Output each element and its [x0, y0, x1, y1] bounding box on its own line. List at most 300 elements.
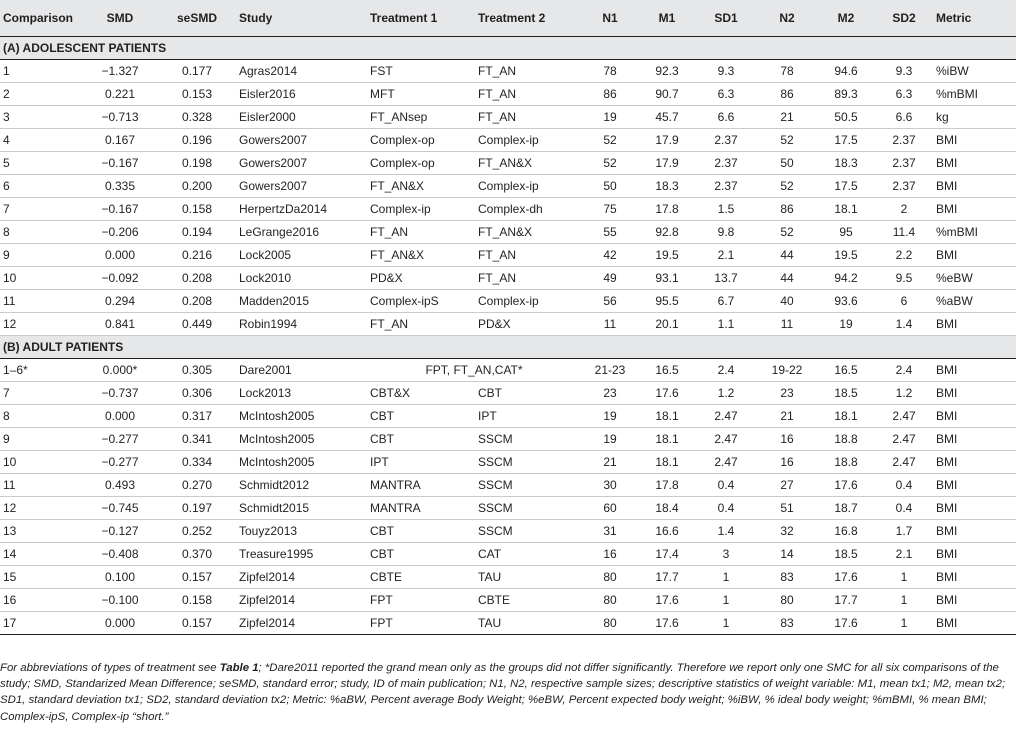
- cell-study: McIntosh2005: [236, 428, 367, 451]
- cell-sd1: 0.4: [695, 497, 757, 520]
- cell-n2: 52: [757, 175, 817, 198]
- cell-sd1: 2.37: [695, 175, 757, 198]
- cell-metric: BMI: [933, 198, 1016, 221]
- column-header-sd2: SD2: [892, 11, 916, 25]
- table-body: [0, 37, 1016, 635]
- cell-t2: TAU: [475, 566, 581, 589]
- cell-comparison: 6: [0, 175, 82, 198]
- cell-t1: Complex-op: [367, 129, 475, 152]
- cell-sd2: 1.4: [875, 313, 933, 336]
- cell-comparison: 9: [0, 428, 82, 451]
- cell-study: Gowers2007: [236, 129, 367, 152]
- cell-t2: IPT: [475, 405, 581, 428]
- cell-comparison: 7: [0, 198, 82, 221]
- cell-comparison: 5: [0, 152, 82, 175]
- cell-n1: 80: [581, 612, 639, 635]
- cell-n1: 19: [581, 106, 639, 129]
- cell-n1: 42: [581, 244, 639, 267]
- cell-metric: BMI: [933, 175, 1016, 198]
- cell-n2: 78: [757, 60, 817, 83]
- cell-study: McIntosh2005: [236, 451, 367, 474]
- cell-comparison: 10: [0, 267, 82, 290]
- cell-smd: 0.100: [82, 566, 158, 589]
- cell-t2: Complex-ip: [475, 129, 581, 152]
- cell-m2: 18.5: [817, 382, 875, 405]
- cell-metric: %aBW: [933, 290, 1016, 313]
- cell-metric: BMI: [933, 313, 1016, 336]
- cell-t2: FT_AN: [475, 83, 581, 106]
- cell-m2: 19.5: [817, 244, 875, 267]
- cell-metric: BMI: [933, 612, 1016, 635]
- cell-sd2: 0.4: [875, 497, 933, 520]
- cell-t1: FT_AN: [367, 221, 475, 244]
- cell-sd2: 9.3: [875, 60, 933, 83]
- table-row: [0, 474, 1016, 497]
- cell-n1: 30: [581, 474, 639, 497]
- cell-metric: %mBMI: [933, 83, 1016, 106]
- cell-metric: BMI: [933, 244, 1016, 267]
- cell-sesmd: 0.341: [158, 428, 236, 451]
- cell-m2: 18.7: [817, 497, 875, 520]
- table-row: [0, 313, 1016, 336]
- table-row: [0, 428, 1016, 451]
- cell-sesmd: 0.153: [158, 83, 236, 106]
- cell-sd2: 1.7: [875, 520, 933, 543]
- cell-t2: Complex-ip: [475, 175, 581, 198]
- cell-smd: 0.841: [82, 313, 158, 336]
- cell-n1: 56: [581, 290, 639, 313]
- section-row: [0, 336, 1016, 359]
- cell-sd1: 2.37: [695, 152, 757, 175]
- cell-smd: −0.713: [82, 106, 158, 129]
- cell-t2: CBTE: [475, 589, 581, 612]
- cell-t1: FPT, FT_AN,CAT*: [367, 359, 581, 382]
- table-row: [0, 60, 1016, 83]
- cell-metric: %iBW: [933, 60, 1016, 83]
- cell-sd1: 13.7: [695, 267, 757, 290]
- cell-m1: 17.6: [639, 612, 695, 635]
- cell-sd2: 2.37: [875, 129, 933, 152]
- cell-n2: 16: [757, 451, 817, 474]
- column-header-n1: N1: [602, 11, 618, 25]
- cell-n2: 50: [757, 152, 817, 175]
- cell-sd1: 1.1: [695, 313, 757, 336]
- cell-m1: 18.1: [639, 428, 695, 451]
- cell-m2: 19: [817, 313, 875, 336]
- cell-sd2: 2.37: [875, 152, 933, 175]
- cell-smd: −0.737: [82, 382, 158, 405]
- cell-comparison: 1–6*: [0, 359, 82, 382]
- cell-sd1: 6.7: [695, 290, 757, 313]
- cell-study: Gowers2007: [236, 152, 367, 175]
- cell-sesmd: 0.197: [158, 497, 236, 520]
- cell-m2: 17.6: [817, 612, 875, 635]
- cell-sd1: 1: [695, 566, 757, 589]
- footnote-table-ref[interactable]: Table 1: [219, 662, 259, 674]
- cell-n2: 51: [757, 497, 817, 520]
- cell-n1: 52: [581, 129, 639, 152]
- cell-n1: 60: [581, 497, 639, 520]
- cell-t1: MANTRA: [367, 474, 475, 497]
- cell-t1: FT_AN&X: [367, 175, 475, 198]
- cell-n2: 21: [757, 405, 817, 428]
- cell-sesmd: 0.196: [158, 129, 236, 152]
- column-header-smd: SMD: [106, 11, 134, 25]
- cell-t2: FT_AN: [475, 267, 581, 290]
- cell-metric: BMI: [933, 497, 1016, 520]
- cell-sesmd: 0.208: [158, 267, 236, 290]
- cell-study: Madden2015: [236, 290, 367, 313]
- table-row: [0, 198, 1016, 221]
- cell-sd1: 6.3: [695, 83, 757, 106]
- cell-n2: 19-22: [757, 359, 817, 382]
- table-row: [0, 221, 1016, 244]
- cell-m2: 17.7: [817, 589, 875, 612]
- cell-sesmd: 0.198: [158, 152, 236, 175]
- cell-smd: 0.294: [82, 290, 158, 313]
- cell-m2: 94.2: [817, 267, 875, 290]
- cell-smd: −0.277: [82, 451, 158, 474]
- cell-comparison: 12: [0, 313, 82, 336]
- cell-n2: 83: [757, 566, 817, 589]
- cell-m2: 17.6: [817, 566, 875, 589]
- cell-m2: 16.5: [817, 359, 875, 382]
- cell-study: Zipfel2014: [236, 589, 367, 612]
- table-row: [0, 83, 1016, 106]
- cell-t1: FST: [367, 60, 475, 83]
- column-header-study: Study: [239, 11, 273, 25]
- cell-smd: 0.000: [82, 612, 158, 635]
- cell-sesmd: 0.306: [158, 382, 236, 405]
- cell-n2: 86: [757, 83, 817, 106]
- table-row: [0, 589, 1016, 612]
- cell-metric: BMI: [933, 566, 1016, 589]
- cell-metric: kg: [933, 106, 1016, 129]
- table-header: [0, 0, 1016, 37]
- cell-sd1: 1: [695, 612, 757, 635]
- cell-t2: PD&X: [475, 313, 581, 336]
- cell-sd1: 2.1: [695, 244, 757, 267]
- cell-study: Lock2010: [236, 267, 367, 290]
- cell-m2: 18.5: [817, 543, 875, 566]
- table-row: [0, 175, 1016, 198]
- cell-sd1: 1.5: [695, 198, 757, 221]
- cell-t2: SSCM: [475, 451, 581, 474]
- cell-comparison: 7: [0, 382, 82, 405]
- cell-t1: FT_AN&X: [367, 244, 475, 267]
- cell-m1: 19.5: [639, 244, 695, 267]
- cell-m2: 93.6: [817, 290, 875, 313]
- cell-comparison: 10: [0, 451, 82, 474]
- cell-m2: 18.1: [817, 405, 875, 428]
- cell-smd: −0.167: [82, 152, 158, 175]
- cell-smd: 0.493: [82, 474, 158, 497]
- cell-smd: 0.000*: [82, 359, 158, 382]
- cell-sesmd: 0.157: [158, 566, 236, 589]
- cell-t1: CBT&X: [367, 382, 475, 405]
- cell-sesmd: 0.158: [158, 589, 236, 612]
- cell-smd: 0.335: [82, 175, 158, 198]
- section-row: [0, 37, 1016, 60]
- cell-m1: 17.8: [639, 474, 695, 497]
- cell-sd1: 3: [695, 543, 757, 566]
- cell-t1: MFT: [367, 83, 475, 106]
- table-row: [0, 566, 1016, 589]
- cell-metric: BMI: [933, 451, 1016, 474]
- table-row: [0, 152, 1016, 175]
- cell-n2: 27: [757, 474, 817, 497]
- cell-comparison: 13: [0, 520, 82, 543]
- cell-n1: 16: [581, 543, 639, 566]
- cell-smd: 0.000: [82, 244, 158, 267]
- cell-metric: BMI: [933, 520, 1016, 543]
- cell-n2: 40: [757, 290, 817, 313]
- cell-comparison: 1: [0, 60, 82, 83]
- cell-m1: 20.1: [639, 313, 695, 336]
- cell-m2: 18.8: [817, 451, 875, 474]
- cell-sd1: 2.47: [695, 451, 757, 474]
- cell-sd2: 6.3: [875, 83, 933, 106]
- cell-t2: SSCM: [475, 497, 581, 520]
- cell-smd: 0.221: [82, 83, 158, 106]
- cell-m1: 18.1: [639, 451, 695, 474]
- cell-t2: SSCM: [475, 520, 581, 543]
- cell-study: Touyz2013: [236, 520, 367, 543]
- cell-study: Zipfel2014: [236, 566, 367, 589]
- cell-sesmd: 0.158: [158, 198, 236, 221]
- cell-t1: MANTRA: [367, 497, 475, 520]
- cell-t1: Complex-op: [367, 152, 475, 175]
- cell-sesmd: 0.305: [158, 359, 236, 382]
- column-header-metric: Metric: [936, 11, 972, 25]
- column-header-comparison: Comparison: [3, 11, 74, 25]
- cell-smd: 0.167: [82, 129, 158, 152]
- cell-t2: SSCM: [475, 474, 581, 497]
- cell-sesmd: 0.270: [158, 474, 236, 497]
- cell-study: Lock2005: [236, 244, 367, 267]
- cell-m1: 16.5: [639, 359, 695, 382]
- cell-sesmd: 0.317: [158, 405, 236, 428]
- cell-sd1: 1: [695, 589, 757, 612]
- cell-n2: 44: [757, 267, 817, 290]
- cell-m1: 93.1: [639, 267, 695, 290]
- cell-m2: 50.5: [817, 106, 875, 129]
- table-row: [0, 106, 1016, 129]
- cell-smd: −0.100: [82, 589, 158, 612]
- cell-sd2: 2: [875, 198, 933, 221]
- cell-t2: FT_AN: [475, 60, 581, 83]
- cell-comparison: 16: [0, 589, 82, 612]
- cell-smd: −0.167: [82, 198, 158, 221]
- table-row: [0, 520, 1016, 543]
- cell-sd2: 0.4: [875, 474, 933, 497]
- cell-sd2: 1.2: [875, 382, 933, 405]
- cell-n1: 11: [581, 313, 639, 336]
- cell-smd: −0.127: [82, 520, 158, 543]
- cell-m1: 18.3: [639, 175, 695, 198]
- cell-t2: FT_AN: [475, 106, 581, 129]
- cell-study: Schmidt2015: [236, 497, 367, 520]
- table-row: [0, 382, 1016, 405]
- cell-n1: 80: [581, 566, 639, 589]
- cell-sd1: 6.6: [695, 106, 757, 129]
- cell-n2: 21: [757, 106, 817, 129]
- cell-m1: 17.6: [639, 589, 695, 612]
- cell-t1: CBT: [367, 405, 475, 428]
- cell-m1: 17.9: [639, 152, 695, 175]
- cell-m1: 90.7: [639, 83, 695, 106]
- section-title: (B) ADULT PATIENTS: [0, 336, 1016, 359]
- cell-t1: CBT: [367, 520, 475, 543]
- cell-m1: 16.6: [639, 520, 695, 543]
- cell-sd2: 9.5: [875, 267, 933, 290]
- cell-sd2: 2.47: [875, 428, 933, 451]
- cell-m2: 18.8: [817, 428, 875, 451]
- section-title: (A) ADOLESCENT PATIENTS: [0, 37, 1016, 60]
- cell-metric: BMI: [933, 589, 1016, 612]
- cell-n1: 23: [581, 382, 639, 405]
- cell-sd1: 1.4: [695, 520, 757, 543]
- cell-t1: IPT: [367, 451, 475, 474]
- cell-comparison: 9: [0, 244, 82, 267]
- cell-m2: 18.3: [817, 152, 875, 175]
- cell-m2: 17.6: [817, 474, 875, 497]
- cell-n2: 86: [757, 198, 817, 221]
- cell-study: Eisler2016: [236, 83, 367, 106]
- column-header-sd1: SD1: [714, 11, 738, 25]
- cell-sesmd: 0.194: [158, 221, 236, 244]
- table-row: [0, 290, 1016, 313]
- cell-sesmd: 0.157: [158, 612, 236, 635]
- cell-sd2: 1: [875, 612, 933, 635]
- cell-t2: CAT: [475, 543, 581, 566]
- cell-sd1: 2.4: [695, 359, 757, 382]
- cell-study: Gowers2007: [236, 175, 367, 198]
- cell-sd1: 9.3: [695, 60, 757, 83]
- cell-m1: 92.3: [639, 60, 695, 83]
- cell-sd1: 9.8: [695, 221, 757, 244]
- cell-n1: 21: [581, 451, 639, 474]
- column-header-n2: N2: [779, 11, 795, 25]
- cell-n1: 19: [581, 428, 639, 451]
- cell-sesmd: 0.449: [158, 313, 236, 336]
- cell-m2: 95: [817, 221, 875, 244]
- table-row: [0, 451, 1016, 474]
- cell-sd2: 2.37: [875, 175, 933, 198]
- table-row: [0, 612, 1016, 635]
- table-row: [0, 244, 1016, 267]
- table-row: [0, 359, 1016, 382]
- cell-study: Lock2013: [236, 382, 367, 405]
- cell-m1: 92.8: [639, 221, 695, 244]
- cell-n2: 44: [757, 244, 817, 267]
- cell-study: Robin1994: [236, 313, 367, 336]
- cell-t1: FPT: [367, 612, 475, 635]
- header-row: [0, 0, 1016, 37]
- cell-metric: %mBMI: [933, 221, 1016, 244]
- cell-n2: 11: [757, 313, 817, 336]
- cell-t2: CBT: [475, 382, 581, 405]
- cell-sd1: 1.2: [695, 382, 757, 405]
- cell-n1: 80: [581, 589, 639, 612]
- cell-metric: BMI: [933, 543, 1016, 566]
- cell-t1: CBTE: [367, 566, 475, 589]
- column-header-t2: Treatment 2: [478, 11, 546, 25]
- cell-study: Zipfel2014: [236, 612, 367, 635]
- cell-t2: FT_AN&X: [475, 221, 581, 244]
- cell-t1: CBT: [367, 428, 475, 451]
- cell-metric: BMI: [933, 428, 1016, 451]
- cell-t1: FT_ANsep: [367, 106, 475, 129]
- cell-smd: 0.000: [82, 405, 158, 428]
- cell-n2: 32: [757, 520, 817, 543]
- cell-n1: 50: [581, 175, 639, 198]
- cell-n1: 86: [581, 83, 639, 106]
- cell-n2: 83: [757, 612, 817, 635]
- cell-m1: 18.1: [639, 405, 695, 428]
- cell-t1: FT_AN: [367, 313, 475, 336]
- cell-n1: 31: [581, 520, 639, 543]
- cell-sesmd: 0.328: [158, 106, 236, 129]
- cell-n2: 52: [757, 129, 817, 152]
- cell-n2: 52: [757, 221, 817, 244]
- cell-study: Treasure1995: [236, 543, 367, 566]
- cell-smd: −0.408: [82, 543, 158, 566]
- cell-sd2: 1: [875, 566, 933, 589]
- cell-sd2: 6: [875, 290, 933, 313]
- cell-n1: 49: [581, 267, 639, 290]
- column-header-m2: M2: [837, 11, 855, 25]
- cell-comparison: 15: [0, 566, 82, 589]
- cell-comparison: 17: [0, 612, 82, 635]
- cell-comparison: 11: [0, 290, 82, 313]
- cell-t2: Complex-ip: [475, 290, 581, 313]
- cell-sd2: 2.47: [875, 451, 933, 474]
- cell-study: HerpertzDa2014: [236, 198, 367, 221]
- column-header-sesmd: seSMD: [176, 11, 217, 25]
- cell-metric: %eBW: [933, 267, 1016, 290]
- cell-sd2: 1: [875, 589, 933, 612]
- cell-sd1: 2.47: [695, 405, 757, 428]
- cell-metric: BMI: [933, 129, 1016, 152]
- cell-n2: 80: [757, 589, 817, 612]
- cell-smd: −0.206: [82, 221, 158, 244]
- cell-m2: 94.6: [817, 60, 875, 83]
- cell-comparison: 8: [0, 221, 82, 244]
- cell-sd1: 2.37: [695, 129, 757, 152]
- cell-m1: 17.9: [639, 129, 695, 152]
- table-footnote: [0, 660, 1012, 725]
- cell-t2: Complex-dh: [475, 198, 581, 221]
- cell-study: Schmidt2012: [236, 474, 367, 497]
- table-row: [0, 129, 1016, 152]
- cell-n2: 16: [757, 428, 817, 451]
- cell-metric: BMI: [933, 474, 1016, 497]
- cell-m1: 17.8: [639, 198, 695, 221]
- cell-m2: 17.5: [817, 129, 875, 152]
- cell-sd2: 2.4: [875, 359, 933, 382]
- cell-n1: 19: [581, 405, 639, 428]
- cell-t2: FT_AN&X: [475, 152, 581, 175]
- cell-sesmd: 0.200: [158, 175, 236, 198]
- cell-t1: Complex-ip: [367, 198, 475, 221]
- table-row: [0, 405, 1016, 428]
- cell-smd: −0.745: [82, 497, 158, 520]
- column-header-t1: Treatment 1: [370, 11, 438, 25]
- cell-n1: 52: [581, 152, 639, 175]
- cell-smd: −1.327: [82, 60, 158, 83]
- cell-sd2: 2.2: [875, 244, 933, 267]
